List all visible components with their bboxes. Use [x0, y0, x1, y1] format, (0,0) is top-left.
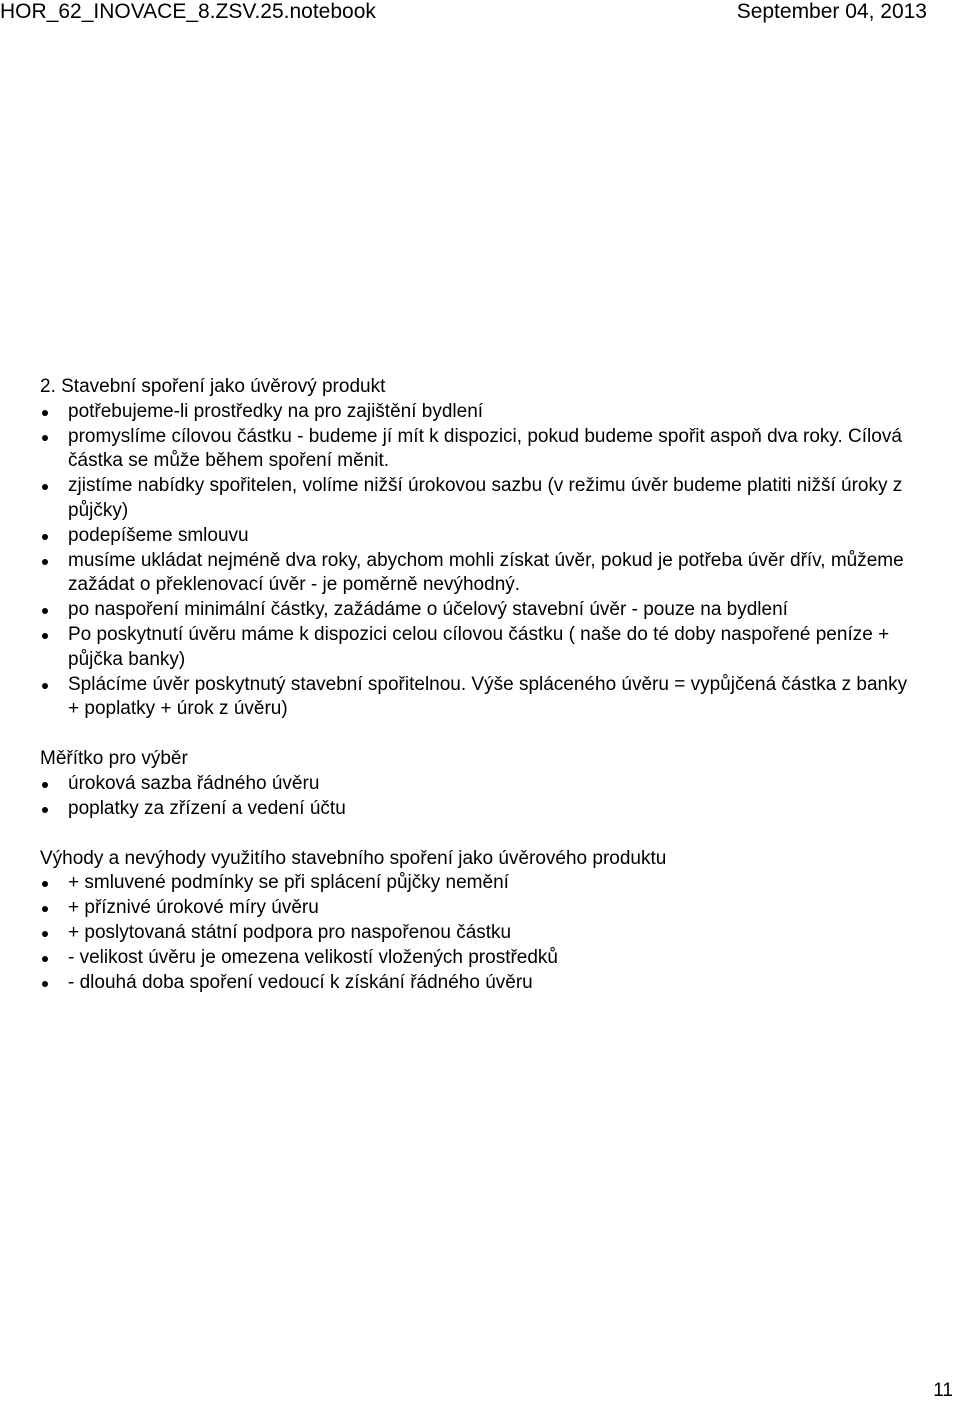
list-item-text: promyslíme cílovou částku - budeme jí mít k dispozici, pokud budeme spořit aspoň dva roky. Cílová částka se může během spoření měnit.: [68, 425, 902, 472]
list-item-text: poplatky za zřízení a vedení účtu: [68, 797, 346, 819]
section-heading-meritko: Měřítko pro výběr: [40, 748, 188, 770]
bullet-icon: [42, 906, 48, 912]
list-item: [40, 946, 920, 971]
list-item-text: + smluvené podmínky se při splácení půjčky nemění: [68, 872, 509, 894]
bullet-icon: [42, 981, 48, 987]
bullet-icon: [42, 807, 48, 813]
list-item-text: potřebujeme-li prostředky na pro zajištění bydlení: [68, 400, 484, 422]
bullet-icon: [42, 782, 48, 788]
list-item-text: Po poskytnutí úvěru máme k dispozici celou cílovou částku ( naše do té doby naspořené peníze + půjčka banky): [68, 623, 890, 670]
list-item: [40, 971, 920, 996]
list-item: [40, 400, 920, 425]
list-item-text: úroková sazba řádného úvěru: [68, 772, 320, 794]
spacer: [40, 722, 920, 747]
list-item-text: + poslytovaná státní podpora pro naspořenou částku: [68, 921, 512, 943]
list-item: [40, 598, 920, 623]
spacer: [40, 822, 920, 847]
document-date: September 04, 2013: [736, 0, 927, 23]
section-heading-stavebni-sporeni: 2. Stavební spoření jako úvěrový produkt: [40, 376, 386, 397]
section-heading-vyhody: Výhody a nevýhody využitího stavebního spoření jako úvěrového produktu: [40, 847, 667, 869]
list-item-text: Splácíme úvěr poskytnutý stavební spořitelnou. Výše spláceného úvěru = vypůjčená částka z banky + poplatky + úrok z úvěru): [68, 673, 908, 720]
bullet-icon: [42, 608, 48, 614]
list-item-text: musíme ukládat nejméně dva roky, abychom mohli získat úvěr, pokud je potřeba úvěr dřív, můžeme zažádat o překlenovací úvěr - je poměrně nevýhodný.: [68, 549, 904, 596]
list-item-text: po naspoření minimální částky, zažádáme o účelový stavební úvěr - pouze na bydlení: [68, 599, 788, 621]
bullet-list-pros-cons: [40, 871, 920, 995]
list-item: [40, 797, 920, 822]
list-item-text: podepíšeme smlouvu: [68, 524, 249, 546]
page-content: [40, 375, 920, 995]
bullet-icon: [42, 534, 48, 540]
document-filename: HOR_62_INOVACE_8.ZSV.25.notebook: [0, 0, 376, 23]
list-item: [40, 474, 920, 524]
list-item: [40, 871, 920, 896]
list-item: [40, 896, 920, 921]
bullet-icon: [42, 410, 48, 416]
bullet-icon: [42, 683, 48, 689]
list-item-text: zjistíme nabídky spořitelen, volíme nižší úrokovou sazbu (v režimu úvěr budeme platiti nižší úroky z půjčky): [68, 475, 903, 521]
bullet-icon: [42, 881, 48, 887]
list-item: [40, 673, 920, 723]
list-item: [40, 623, 920, 673]
bullet-icon: [42, 956, 48, 962]
list-item: [40, 549, 920, 599]
list-item-text: + příznivé úrokové míry úvěru: [68, 897, 319, 919]
list-item-text: - dlouhá doba spoření vedoucí k získání řádného úvěru: [68, 971, 533, 993]
list-item: [40, 921, 920, 946]
bullet-icon: [42, 633, 48, 639]
page-number: 11: [933, 1380, 953, 1401]
bullet-list-criteria: [40, 772, 920, 822]
list-item-text: - velikost úvěru je omezena velikostí vložených prostředků: [68, 946, 559, 968]
bullet-icon: [42, 435, 48, 441]
bullet-list-steps: [40, 400, 920, 722]
bullet-icon: [42, 559, 48, 565]
bullet-icon: [42, 931, 48, 937]
list-item: [40, 524, 920, 549]
list-item: [40, 772, 920, 797]
bullet-icon: [42, 484, 48, 490]
list-item: [40, 425, 920, 475]
